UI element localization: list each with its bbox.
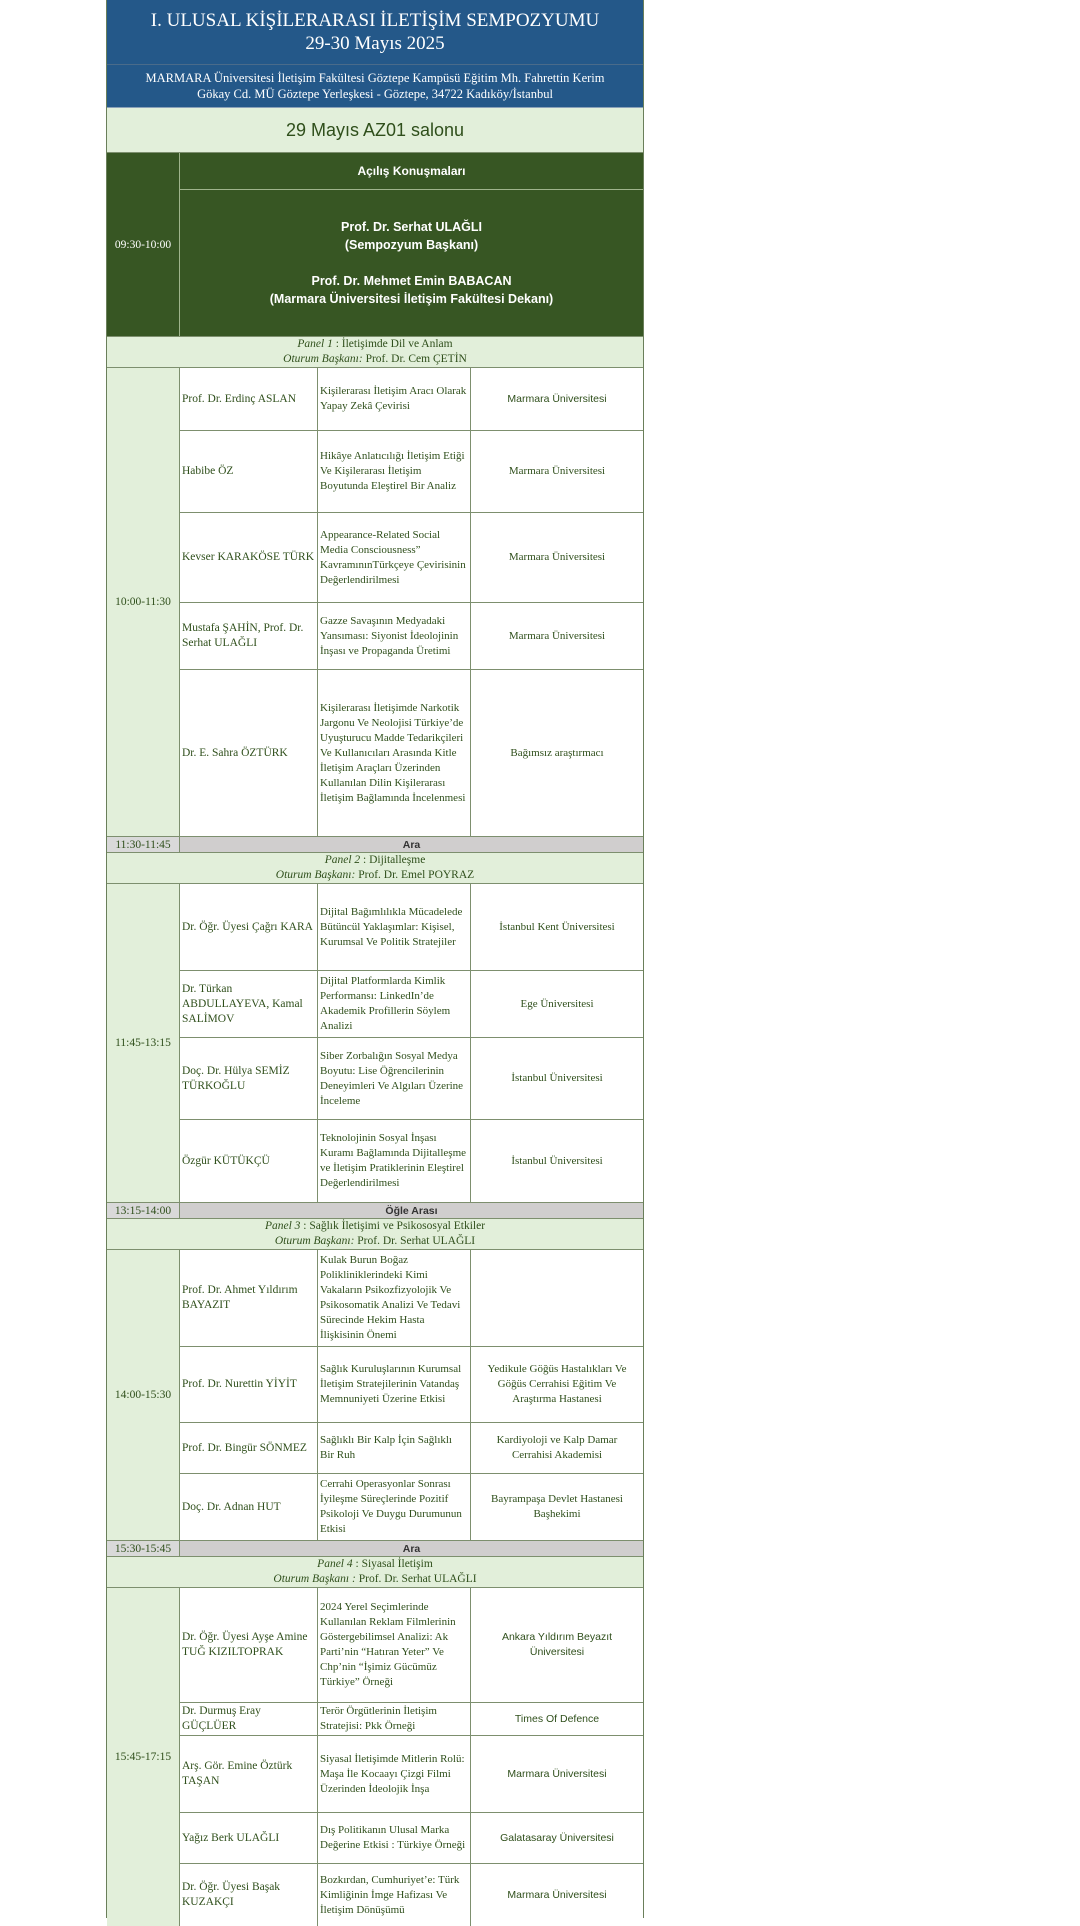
salon-title: 29 Mayıs AZ01 salonu bbox=[107, 108, 643, 153]
table-row bbox=[180, 368, 643, 431]
panel-2-label: Panel 2 bbox=[324, 854, 361, 866]
venue-address bbox=[107, 65, 643, 108]
table-row bbox=[180, 1736, 643, 1813]
symposium-dates: 29-30 Mayıs 2025 bbox=[305, 33, 445, 54]
paper-title: Teknolojinin Sosyal İnşası Kuramı Bağlamında Dijitalleşme ve İletişim Pratiklerinin Eleştirel Değerlendirilmesi bbox=[318, 1120, 471, 1202]
break-time: 13:15-14:00 bbox=[107, 1203, 180, 1218]
break-label: Ara bbox=[180, 1541, 643, 1556]
institution: Marmara Üniversitesi bbox=[507, 1888, 607, 1901]
opening-session bbox=[107, 153, 643, 337]
opening-speaker-2-role: (Marmara Üniversitesi İletişim Fakültesi Dekanı) bbox=[269, 292, 554, 306]
presenter-name: Dr. Öğr. Üyesi Ayşe Amine TUĞ KIZILTOPRAK bbox=[180, 1588, 318, 1702]
institution: Marmara Üniversitesi bbox=[507, 392, 607, 405]
institution: Marmara Üniversitesi bbox=[508, 629, 606, 642]
opening-speaker-2-name: Prof. Dr. Mehmet Emin BABACAN bbox=[311, 274, 512, 288]
table-row bbox=[180, 1864, 643, 1926]
presenter-name: Yağız Berk ULAĞLI bbox=[180, 1813, 318, 1863]
panel-3-topic: : Sağlık İletişimi ve Psikososyal Etkiler bbox=[300, 1220, 486, 1232]
presenter-name: Dr. Türkan ABDULLAYEVA, Kamal SALİMOV bbox=[180, 971, 318, 1037]
paper-title: Cerrahi Operasyonlar Sonrası İyileşme Süreçlerinde Pozitif Psikoloji Ve Duygu Durumunun Etkisi bbox=[318, 1474, 471, 1540]
paper-title: Dijital Platformlarda Kimlik Performansı: LinkedIn’de Akademik Profillerin Söylem Analizi bbox=[318, 971, 471, 1037]
paper-title: Siber Zorbalığın Sosyal Medya Boyutu: Lise Öğrencilerinin Deneyimleri Ve Algıları Üzerine İnceleme bbox=[318, 1038, 471, 1119]
panel-1-header bbox=[107, 337, 643, 368]
institution: İstanbul Üniversitesi bbox=[511, 1072, 603, 1084]
institution: Galatasaray Üniversitesi bbox=[500, 1831, 614, 1844]
panel-2-block bbox=[107, 884, 643, 1203]
panel-2-topic: : Dijitalleşme bbox=[360, 854, 426, 866]
paper-title: Siyasal İletişimde Mitlerin Rolü: Maşa İle Kocaayı Çizgi Filmi Üzerinden İdeolojik İnşa bbox=[318, 1736, 471, 1812]
symposium-title: I. ULUSAL KİŞİLERARASI İLETİŞİM SEMPOZYUMU bbox=[150, 10, 600, 31]
table-row bbox=[180, 1120, 643, 1202]
symposium-header bbox=[107, 0, 643, 65]
presenter-name: Mustafa ŞAHİN, Prof. Dr. Serhat ULAĞLI bbox=[180, 603, 318, 669]
paper-title: Dijital Bağımlılıkla Mücadelede Bütüncül Yaklaşımlar: Kişisel, Kurumsal Ve Politik Stratejiler bbox=[318, 884, 471, 970]
institution: İstanbul Üniversitesi bbox=[511, 1154, 603, 1167]
paper-title: Hikâye Anlatıcılığı İletişim Etiği Ve Kişilerarası İletişim Boyutunda Eleştirel Bir Analiz bbox=[318, 431, 471, 512]
opening-speaker-1-name: Prof. Dr. Serhat ULAĞLI bbox=[341, 220, 482, 234]
panel-1-chair: Prof. Dr. Cem ÇETİN bbox=[362, 353, 467, 365]
opening-speakers bbox=[180, 190, 643, 336]
panel-4-block bbox=[107, 1588, 643, 1926]
panel-1-label: Panel 1 bbox=[297, 338, 333, 350]
institution: Kardiyoloji ve Kalp Damar Cerrahisi Akademisi bbox=[496, 1434, 618, 1461]
presenter-name: Prof. Dr. Erdinç ASLAN bbox=[180, 368, 318, 430]
table-row bbox=[180, 431, 643, 513]
panel-1-time: 10:00-11:30 bbox=[107, 368, 180, 836]
presenter-name: Doç. Dr. Adnan HUT bbox=[180, 1474, 318, 1540]
address-line-1: MARMARA Üniversitesi İletişim Fakültesi Göztepe Kampüsü Eğitim Mh. Fahrettin Kerim bbox=[145, 71, 605, 85]
institution: İstanbul Kent Üniversitesi bbox=[499, 920, 615, 933]
paper-title: Kişilerarası İletişimde Narkotik Jargonu Ve Neolojisi Türkiye’de Uyuşturucu Madde Tedarikçileri Ve Kullanıcıları Arasında Kitle İletişim Araçları Üzerinden Kullanılan Dilin Kişilerarası İletişim Bağlamında İncelenmesi bbox=[318, 670, 471, 836]
opening-speaker-1-role: (Sempozyum Başkanı) bbox=[344, 238, 479, 252]
table-row bbox=[180, 1038, 643, 1120]
presenter-name: Dr. Öğr. Üyesi Başak KUZAKÇI bbox=[180, 1864, 318, 1926]
panel-4-label: Panel 4 bbox=[317, 1558, 353, 1570]
paper-title: Dış Politikanın Ulusal Marka Değerine Etkisi : Türkiye Örneği bbox=[318, 1813, 471, 1863]
presenter-name: Dr. Durmuş Eray GÜÇLÜER bbox=[180, 1703, 318, 1735]
address-line-2: Gökay Cd. MÜ Göztepe Yerleşkesi - Göztepe, 34722 Kadıköy/İstanbul bbox=[197, 87, 553, 101]
panel-3-time: 14:00-15:30 bbox=[107, 1250, 180, 1540]
break-time: 11:30-11:45 bbox=[107, 837, 180, 852]
opening-time: 09:30-10:00 bbox=[107, 153, 180, 336]
table-row bbox=[180, 1703, 643, 1736]
panel-3-chair: Prof. Dr. Serhat ULAĞLI bbox=[354, 1235, 476, 1247]
paper-title: Appearance-Related Social Media Consciousness” KavramınınTürkçeye Çevirisinin Değerlendirilmesi bbox=[318, 513, 471, 602]
paper-title: Terör Örgütlerinin İletişim Stratejisi: Pkk Örneği bbox=[318, 1703, 471, 1735]
institution bbox=[471, 1250, 643, 1346]
presenter-name: Kevser KARAKÖSE TÜRK bbox=[180, 513, 318, 602]
break-row bbox=[107, 837, 643, 853]
break-row bbox=[107, 1541, 643, 1557]
panel-3-block bbox=[107, 1250, 643, 1541]
panel-1-topic: : İletişimde Dil ve Anlam bbox=[332, 338, 453, 350]
presenter-name: Arş. Gör. Emine Öztürk TAŞAN bbox=[180, 1736, 318, 1812]
table-row bbox=[180, 1347, 643, 1423]
table-row bbox=[180, 1474, 643, 1540]
panel-4-header bbox=[107, 1557, 643, 1588]
paper-title: 2024 Yerel Seçimlerinde Kullanılan Reklam Filmlerinin Göstergebilimsel Analizi: Ak Parti’nin “Hatıran Yeter” Ve Chp’nin “İşimiz Gücümüz Türkiye” Örneği bbox=[318, 1588, 471, 1702]
table-row bbox=[180, 603, 643, 670]
paper-title: Gazze Savaşının Medyadaki Yansıması: Siyonist İdeolojinin İnşası ve Propaganda Üretimi bbox=[318, 603, 471, 669]
presenter-name: Prof. Dr. Ahmet Yıldırım BAYAZIT bbox=[180, 1250, 318, 1346]
panel-2-time: 11:45-13:15 bbox=[107, 884, 180, 1202]
presenter-name: Dr. E. Sahra ÖZTÜRK bbox=[180, 670, 318, 836]
panel-2-chair-label: Oturum Başkanı: bbox=[275, 869, 356, 881]
institution: Bayrampaşa Devlet Hastanesi Başhekimi bbox=[491, 1493, 623, 1520]
paper-title: Sağlık Kuruluşlarının Kurumsal İletişim Stratejilerinin Vatandaş Memnuniyeti Üzerine Etkisi bbox=[318, 1347, 471, 1422]
break-label: Ara bbox=[180, 837, 643, 852]
table-row bbox=[180, 1588, 643, 1703]
panel-4-time: 15:45-17:15 bbox=[107, 1588, 180, 1926]
panel-4-chair-label: Oturum Başkanı : bbox=[273, 1573, 356, 1585]
presenter-name: Dr. Öğr. Üyesi Çağrı KARA bbox=[180, 884, 318, 970]
schedule-sheet bbox=[106, 0, 644, 1918]
panel-2-chair: Prof. Dr. Emel POYRAZ bbox=[355, 869, 475, 881]
presenter-name: Doç. Dr. Hülya SEMİZ TÜRKOĞLU bbox=[180, 1038, 318, 1119]
panel-4-chair: Prof. Dr. Serhat ULAĞLI bbox=[355, 1573, 477, 1585]
institution: Marmara Üniversitesi bbox=[508, 551, 606, 563]
opening-heading: Açılış Konuşmaları bbox=[180, 153, 643, 190]
paper-title: Bozkırdan, Cumhuriyet’e: Türk Kimliğinin İmge Hafizası Ve İletişim Dönüşümü bbox=[318, 1864, 471, 1926]
institution: Times Of Defence bbox=[514, 1712, 600, 1725]
break-time: 15:30-15:45 bbox=[107, 1541, 180, 1556]
table-row bbox=[180, 513, 643, 603]
table-row bbox=[180, 971, 643, 1038]
panel-2-header bbox=[107, 853, 643, 884]
presenter-name: Prof. Dr. Bingür SÖNMEZ bbox=[180, 1423, 318, 1473]
institution: Marmara Üniversitesi bbox=[507, 1767, 607, 1780]
institution: Marmara Üniversitesi bbox=[508, 465, 606, 477]
table-row bbox=[180, 1813, 643, 1864]
panel-3-header bbox=[107, 1219, 643, 1250]
table-row bbox=[180, 884, 643, 971]
table-row bbox=[180, 670, 643, 836]
institution: Ankara Yıldırım Beyazıt Üniversitesi bbox=[501, 1631, 613, 1658]
panel-4-topic: : Siyasal İletişim bbox=[352, 1558, 433, 1570]
panel-1-chair-label: Oturum Başkanı: bbox=[283, 353, 363, 365]
table-row bbox=[180, 1250, 643, 1347]
presenter-name: Habibe ÖZ bbox=[180, 431, 318, 512]
paper-title: Kişilerarası İletişim Aracı Olarak Yapay Zekâ Çevirisi bbox=[318, 368, 471, 430]
panel-3-chair-label: Oturum Başkanı: bbox=[274, 1235, 355, 1247]
paper-title: Kulak Burun Boğaz Polikliniklerindeki Kimi Vakaların Psikozfizyolojik Ve Psikosomatik Analizi Ve Tedavi Sürecinde Hekim Hasta İlişkisinin Önemi bbox=[318, 1250, 471, 1346]
panel-3-label: Panel 3 bbox=[264, 1220, 301, 1232]
presenter-name: Prof. Dr. Nurettin YİYİT bbox=[180, 1347, 318, 1422]
institution: Yedikule Göğüs Hastalıkları Ve Göğüs Cerrahisi Eğitim Ve Araştırma Hastanesi bbox=[487, 1363, 627, 1405]
break-row bbox=[107, 1203, 643, 1219]
institution: Ege Üniversitesi bbox=[520, 997, 594, 1010]
table-row bbox=[180, 1423, 643, 1474]
paper-title: Sağlıklı Bir Kalp İçin Sağlıklı Bir Ruh bbox=[318, 1423, 471, 1473]
institution: Bağımsız araştırmacı bbox=[510, 746, 604, 759]
break-label: Öğle Arası bbox=[180, 1203, 643, 1218]
presenter-name: Özgür KÜTÜKÇÜ bbox=[180, 1120, 318, 1202]
panel-1-block bbox=[107, 368, 643, 837]
